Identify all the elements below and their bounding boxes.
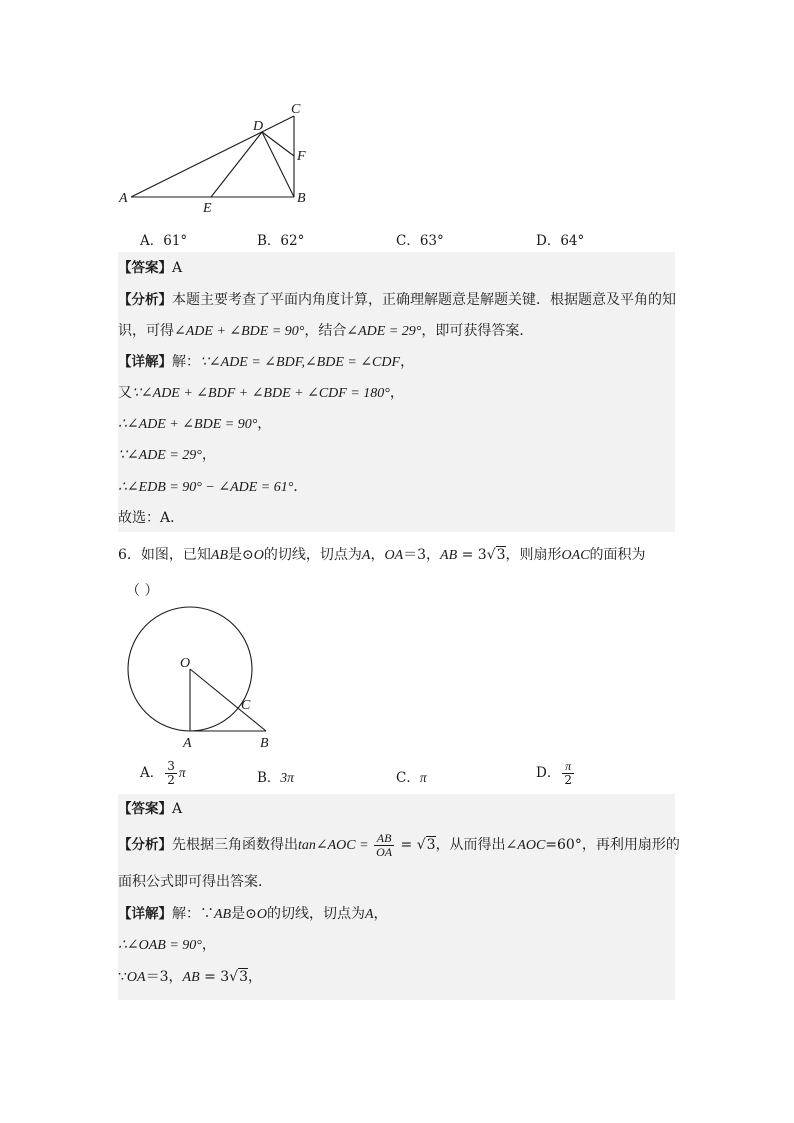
q6-analysis-line1: 【分析】先根据三角函数得出tan∠AOC = $\frac{AB}{OA}$ = √3，从而得出∠AOC=60°，再利用扇形的 xyxy=(118,830,680,859)
segment-ob xyxy=(190,669,266,731)
label-b: B xyxy=(260,736,269,751)
q5-detail-line4: ∵∠ADE = 29°， xyxy=(118,447,216,463)
label-b: B xyxy=(297,191,306,206)
q6-stem: 6．如图，已知AB是⊙O的切线，切点为A，OA＝3，AB = 3√3，则扇形OAC的面积为 xyxy=(118,547,646,563)
q5-detail-line2: 又∵∠ADE + ∠BDF + ∠BDE + ∠CDF = 180°， xyxy=(118,385,404,401)
q6-options xyxy=(140,760,680,792)
q5-detail-line1: 【详解】解：∵∠ADE = ∠BDF,∠BDE = ∠CDF， xyxy=(118,354,415,370)
q6-detail-line2: ∴∠OAB = 90°， xyxy=(118,937,216,953)
q5-option-b[interactable]: B．62° xyxy=(257,233,305,249)
q5-analysis-line2: 识，可得∠ADE + ∠BDE = 90°，结合∠ADE = 29°，即可获得答案． xyxy=(118,323,534,339)
label-a: A xyxy=(119,191,128,206)
q6-option-c[interactable]: C．π xyxy=(396,770,427,786)
q5-option-a[interactable]: A．61° xyxy=(140,233,188,249)
q6-solution-panel xyxy=(118,794,680,1000)
label-d: D xyxy=(253,119,264,134)
segment-df xyxy=(262,132,294,156)
q6-answer: 【答案】A xyxy=(118,801,183,817)
triangle-figure xyxy=(115,98,320,218)
segment-db xyxy=(262,132,294,197)
label-c: C xyxy=(241,698,251,713)
circle-tangent-figure xyxy=(120,604,285,754)
q5-solution-panel xyxy=(118,252,675,532)
segment-ac xyxy=(131,116,294,197)
segment-de xyxy=(211,132,262,197)
q6-answer-blank: （ ） xyxy=(126,583,159,599)
q5-answer: 【答案】A xyxy=(118,260,183,276)
q6-analysis-line2: 面积公式即可得出答案． xyxy=(118,874,272,890)
q6-option-a[interactable]: A． $\frac{3}{2}$ π xyxy=(140,759,186,787)
label-c: C xyxy=(291,102,301,117)
q6-detail-line3: ∵OA＝3，AB = 3√3， xyxy=(118,969,263,985)
q5-detail-line3: ∴∠ADE + ∠BDE = 90°， xyxy=(118,416,272,432)
q5-choose: 故选：A． xyxy=(118,510,185,526)
q5-option-d[interactable]: D．64° xyxy=(536,233,585,249)
label-e: E xyxy=(203,201,212,216)
sqrt-symbol: √ xyxy=(486,547,496,563)
q5-analysis-line1: 【分析】本题主要考查了平面内角度计算，正确理解题意是解题关键．根据题意及平角的知 xyxy=(118,292,676,308)
label-f: F xyxy=(297,149,306,164)
q6-option-b[interactable]: B．3π xyxy=(257,770,294,786)
sqrt-symbol: √ xyxy=(229,969,239,985)
q5-detail-line5: ∴∠EDB = 90° − ∠ADE = 61°． xyxy=(118,479,308,495)
label-a: A xyxy=(183,736,192,751)
q5-option-c[interactable]: C．63° xyxy=(396,233,444,249)
q6-detail-line1: 【详解】解：∵AB是⊙O的切线，切点为A， xyxy=(118,906,388,922)
label-o: O xyxy=(180,656,191,671)
q6-option-d[interactable]: D． $\frac{\pi}{2}$ xyxy=(536,759,572,787)
